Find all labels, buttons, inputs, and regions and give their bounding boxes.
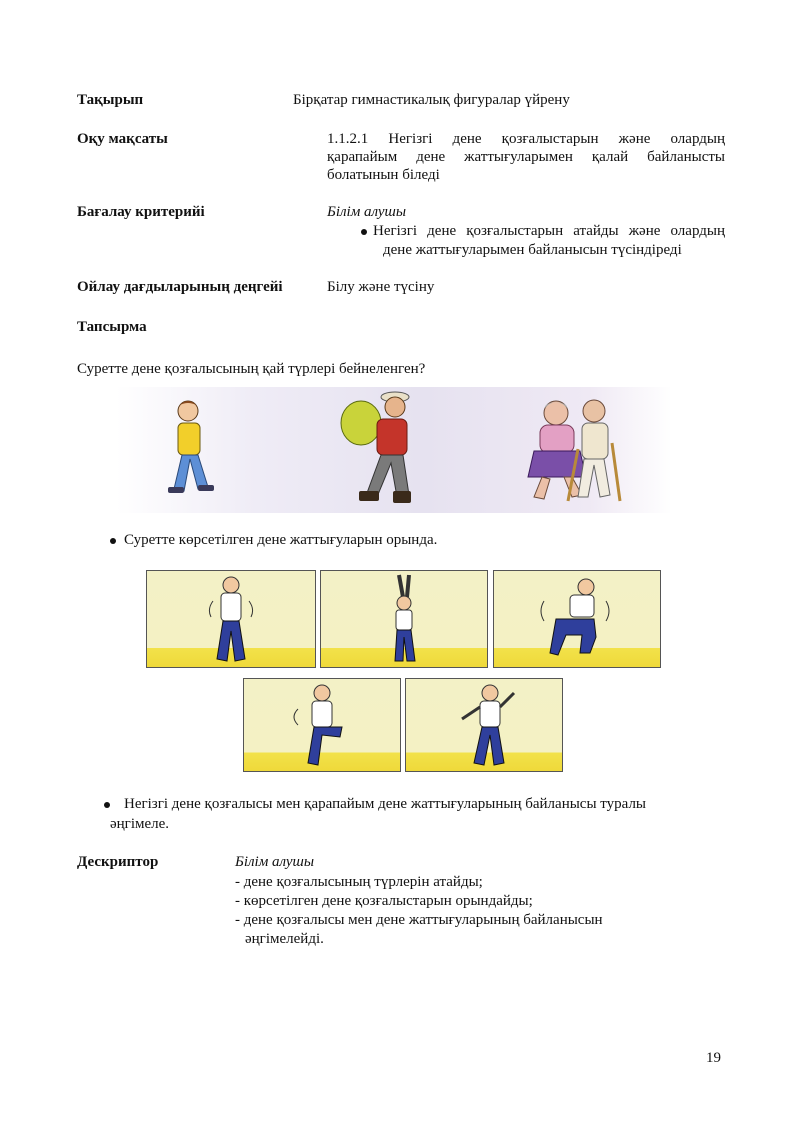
page-number: 19	[706, 1050, 721, 1066]
topic-value: Бірқатар гимнастикалық фигуралар үйрену	[293, 92, 570, 108]
criteria-line-1: Негізгі дене қозғалыстарын атайды және олардың	[373, 223, 725, 239]
criteria-subject: Білім алушы	[327, 204, 407, 220]
descriptor-subject: Білім алушы	[235, 854, 315, 870]
objective-line-2: қарапайым дене жаттығуларымен қалай байланысты	[327, 149, 725, 165]
criteria-line-2: дене жаттығуларымен байланысын түсіндіреді	[383, 242, 682, 258]
stretch-exercise-icon	[321, 571, 487, 667]
exercise-panel-1	[146, 570, 316, 668]
walking-scene-illustration	[116, 387, 672, 513]
exercise-panel-2	[320, 570, 488, 668]
descriptor-item-2: - көрсетілген дене қозғалыстарын орындайды;	[235, 893, 533, 909]
objective-line-3: болатынын біледі	[327, 167, 440, 183]
objective-line-1: 1.1.2.1 Негізгі дене қозғалыстарын және олардың	[327, 131, 725, 147]
task-bullet-2-line-2: әңгімеле.	[110, 816, 170, 832]
criteria-bullet-icon	[361, 229, 367, 235]
topic-label: Тақырып	[77, 92, 144, 108]
walking-exercise-icon	[147, 571, 315, 667]
squat-exercise-icon	[494, 571, 660, 667]
task-label: Тапсырма	[77, 319, 147, 335]
arm-swing-exercise-icon	[406, 679, 562, 771]
descriptor-item-3-line-1: - дене қозғалысы мен дене жаттығуларының байланысын	[235, 912, 603, 928]
exercise-panel-3	[493, 570, 661, 668]
exercise-panel-5	[405, 678, 563, 772]
exercise-panel-4	[243, 678, 401, 772]
descriptor-item-3-line-2: әңгімелейді.	[245, 931, 324, 947]
objective-label: Оқу мақсаты	[77, 131, 168, 147]
descriptor-item-1: - дене қозғалысының түрлерін атайды;	[235, 874, 483, 890]
task-bullet-1-text: Суретте көрсетілген дене жаттығуларын орында.	[124, 532, 438, 548]
task-bullet-2-line-1: Негізгі дене қозғалысы мен қарапайым дене жаттығуларының байланысы туралы	[124, 796, 647, 812]
task-question: Суретте дене қозғалысының қай түрлері бейнеленген?	[77, 361, 426, 377]
task-bullet-2-icon	[104, 802, 110, 808]
walking-figures-icon	[116, 387, 672, 513]
knee-lift-exercise-icon	[244, 679, 400, 771]
thinking-label: Ойлау дағдыларының деңгейі	[77, 279, 283, 295]
task-bullet-1-icon	[110, 538, 116, 544]
descriptor-label: Дескриптор	[77, 854, 159, 870]
criteria-label: Бағалау критерийі	[77, 204, 205, 220]
thinking-value: Білу және түсіну	[327, 279, 435, 295]
